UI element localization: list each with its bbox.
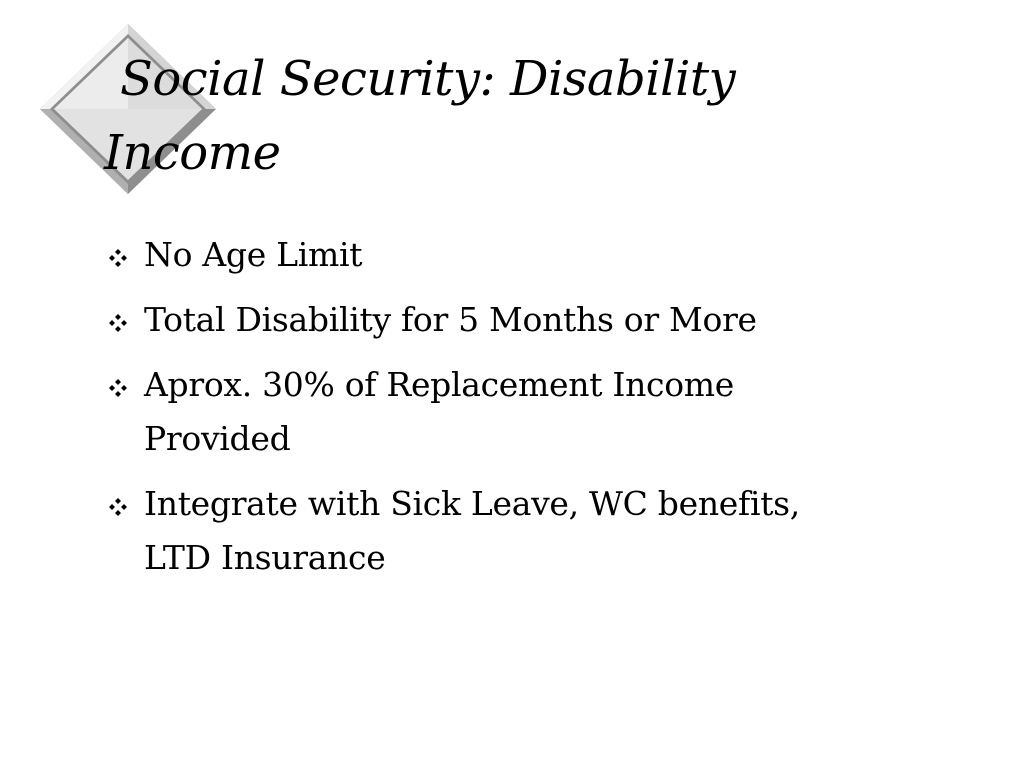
bullet-text: Aprox. 30% of Replacement Income <box>144 365 735 404</box>
slide-title-line: Social Security: Disability <box>120 51 736 107</box>
four-diamond-bullet-icon <box>108 378 128 398</box>
bullet-item <box>108 228 988 282</box>
slide-title <box>104 42 984 190</box>
four-diamond-bullet-icon <box>108 248 128 268</box>
bullet-item <box>108 293 988 347</box>
bullet-text: Provided <box>144 419 291 458</box>
bullet-item <box>108 358 988 466</box>
bullet-text: LTD Insurance <box>144 538 386 577</box>
four-diamond-bullet-icon <box>108 497 128 517</box>
bullet-list <box>108 228 988 596</box>
slide-title-line: Income <box>104 125 281 181</box>
bullet-text: Integrate with Sick Leave, WC benefits, <box>144 484 800 523</box>
four-diamond-bullet-icon <box>108 313 128 333</box>
bullet-text: Total Disability for 5 Months or More <box>144 300 757 339</box>
bullet-text: No Age Limit <box>144 235 363 274</box>
bullet-item <box>108 477 988 585</box>
